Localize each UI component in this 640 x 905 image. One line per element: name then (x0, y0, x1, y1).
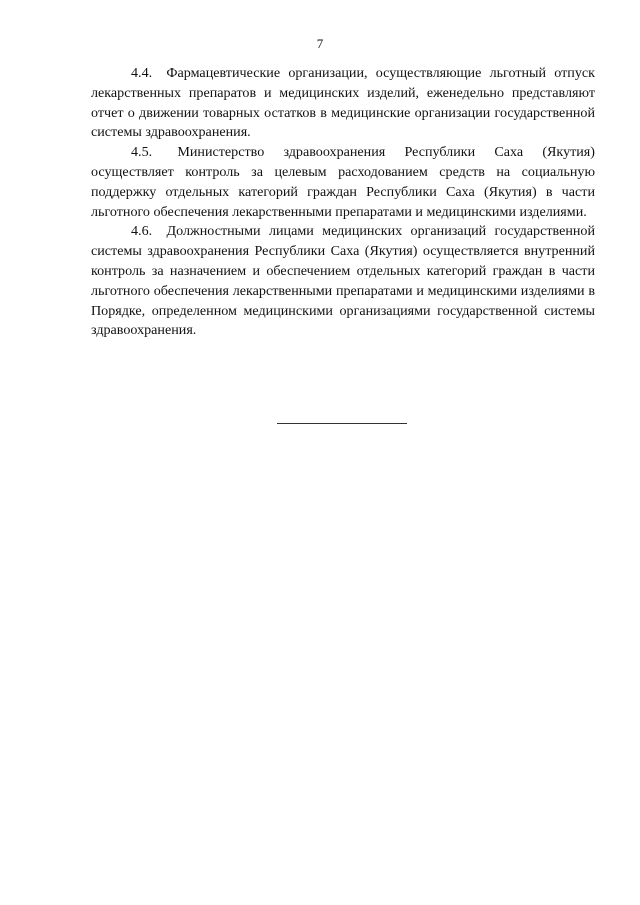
paragraph-4-4 (91, 64, 595, 143)
paragraph-text: Должностными лицами медицинских организаций государственной системы здравоохранения Республики Саха (Якутия) осуществляется внутренний контроль за назначением и обеспечением отдельных категорий граждан в части льготного обеспечения лекарственными препаратами и медицинскими изделиями в Порядке, определенном медицинскими организациями государственной системы здравоохранения. (91, 223, 595, 339)
end-separator-line (277, 423, 407, 424)
paragraph-number: 4.5. (131, 144, 153, 161)
paragraph-text: Фармацевтические организации, осуществляющие льготный отпуск лекарственных препаратов и медицинских изделий, еженедельно представляют отчет о движении товарных остатков в медицинские организации государственной системы здравоохранения. (91, 65, 595, 141)
document-body (91, 64, 595, 341)
paragraph-4-6 (91, 222, 595, 341)
page-number: 7 (316, 36, 324, 51)
paragraph-text: Министерство здравоохранения Республики Саха (Якутия) осуществляет контроль за целевым расходованием средств на социальную поддержку отдельных категорий граждан Республики Саха (Якутия) в части льготного обеспечения лекарственными препаратами и медицинскими изделиями. (91, 144, 595, 220)
paragraph-4-5 (91, 143, 595, 222)
paragraph-number: 4.4. (131, 65, 153, 81)
paragraph-number: 4.6. (131, 223, 153, 240)
